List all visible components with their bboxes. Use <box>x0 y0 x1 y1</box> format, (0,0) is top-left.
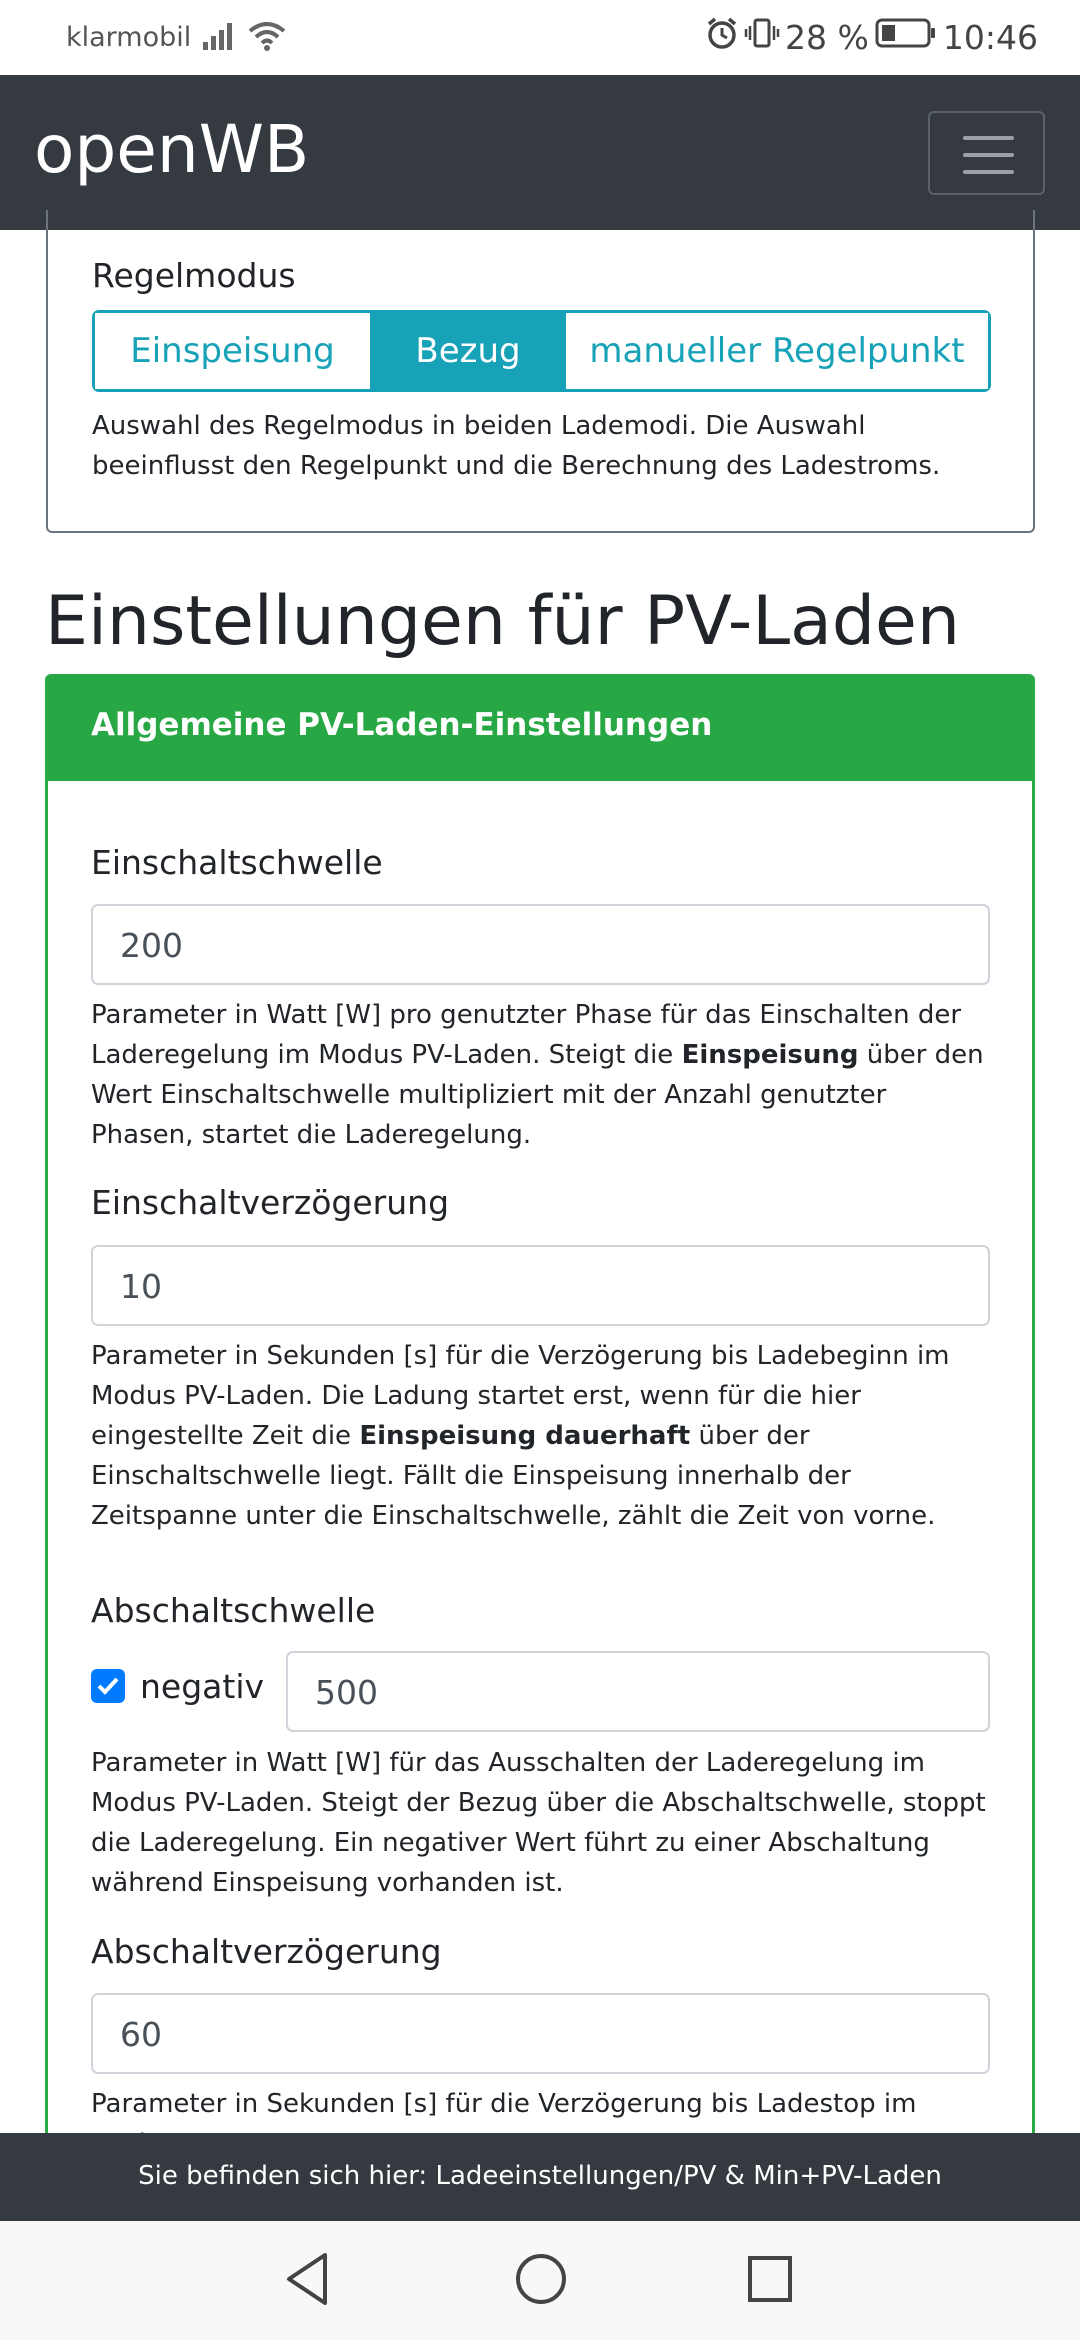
top-navbar <box>0 75 1080 230</box>
alarm-icon <box>705 16 739 58</box>
page-title: Einstellungen für PV-Laden <box>45 582 960 661</box>
wifi-icon <box>248 20 286 56</box>
signal-icon <box>203 20 237 54</box>
abschaltschwelle-help: Parameter in Watt [W] für das Ausschalten der Laderegelung im Modus PV-Laden. Steigt der Bezug über die Abschaltschwelle, stoppt die Laderegelung. Ein negativer Wert führt zu einer Abschaltung während Einspeisung vorhanden ist. <box>91 1748 986 1898</box>
pv-card-header: Allgemeine PV-Laden-Einstellungen <box>48 677 1032 781</box>
einschaltverzoegerung-label: Einschaltverzögerung <box>91 1183 450 1222</box>
abschaltschwelle-label: Abschaltschwelle <box>91 1591 376 1630</box>
hamburger-menu-icon[interactable] <box>928 111 1045 195</box>
einschaltverzoegerung-input[interactable]: 10 <box>91 1245 990 1326</box>
back-icon[interactable] <box>283 2251 331 2311</box>
regelmodus-option-bezug[interactable]: Bezug <box>370 313 563 389</box>
negativ-checkbox[interactable] <box>91 1669 125 1703</box>
recents-icon[interactable] <box>745 2251 795 2311</box>
status-bar <box>0 0 1080 75</box>
vibrate-icon <box>745 16 779 58</box>
abschaltverzoegerung-help: Parameter in Sekunden [s] für die Verzögerung bis Ladestop im <box>91 2089 917 2119</box>
brand-logo[interactable]: openWB <box>34 111 310 188</box>
battery-percent: 28 % <box>785 17 869 57</box>
negativ-checkbox-label[interactable]: negativ <box>140 1667 265 1706</box>
einschaltverzoegerung-help: Parameter in Sekunden [s] für die Verzögerung bis Ladebeginn im Modus PV-Laden. Die Ladung startet erst, wenn für die hier eingestellte Zeit die Einspeisung dauerhaft über der Einschaltschwelle liegt. Fällt die Einspeisung innerhalb der Zeitspanne unter die Einschaltschwelle, zählt die Zeit von vorne. <box>91 1341 950 1531</box>
abschaltschwelle-input[interactable]: 500 <box>286 1651 990 1732</box>
status-right <box>705 16 1038 58</box>
einschaltschwelle-label: Einschaltschwelle <box>91 843 383 882</box>
battery-icon <box>875 16 937 58</box>
main-content <box>0 230 1080 2133</box>
einschaltschwelle-help: Parameter in Watt [W] pro genutzter Phase für das Einschalten der Laderegelung im Modus PV-Laden. Steigt die Einspeisung über den Wert Einschaltschwelle multipliziert mit der Anzahl genutzter Phasen, startet die Laderegelung. <box>91 1000 984 1150</box>
regelmodus-card <box>46 210 1035 533</box>
home-icon[interactable] <box>513 2251 569 2311</box>
regelmodus-label: Regelmodus <box>92 256 296 295</box>
system-navigation-bar <box>0 2221 1080 2340</box>
regelmodus-option-einspeisung[interactable]: Einspeisung <box>95 313 370 389</box>
regelmodus-button-group <box>92 310 991 392</box>
carrier-name: klarmobil <box>66 22 192 53</box>
clock: 10:46 <box>942 17 1038 57</box>
abschaltverzoegerung-input[interactable]: 60 <box>91 1993 990 2074</box>
breadcrumb-footer: Sie befinden sich hier: Ladeeinstellungen/PV & Min+PV-Laden <box>0 2133 1080 2221</box>
abschaltverzoegerung-label: Abschaltverzögerung <box>91 1932 442 1971</box>
regelmodus-option-manuell[interactable]: manueller Regelpunkt <box>563 313 988 389</box>
regelmodus-help: Auswahl des Regelmodus in beiden Lademodi. Die Auswahl beeinflusst den Regelpunkt und die Berechnung des Ladestroms. <box>92 411 941 481</box>
einschaltschwelle-input[interactable]: 200 <box>91 904 990 985</box>
pv-settings-card <box>45 674 1035 2174</box>
